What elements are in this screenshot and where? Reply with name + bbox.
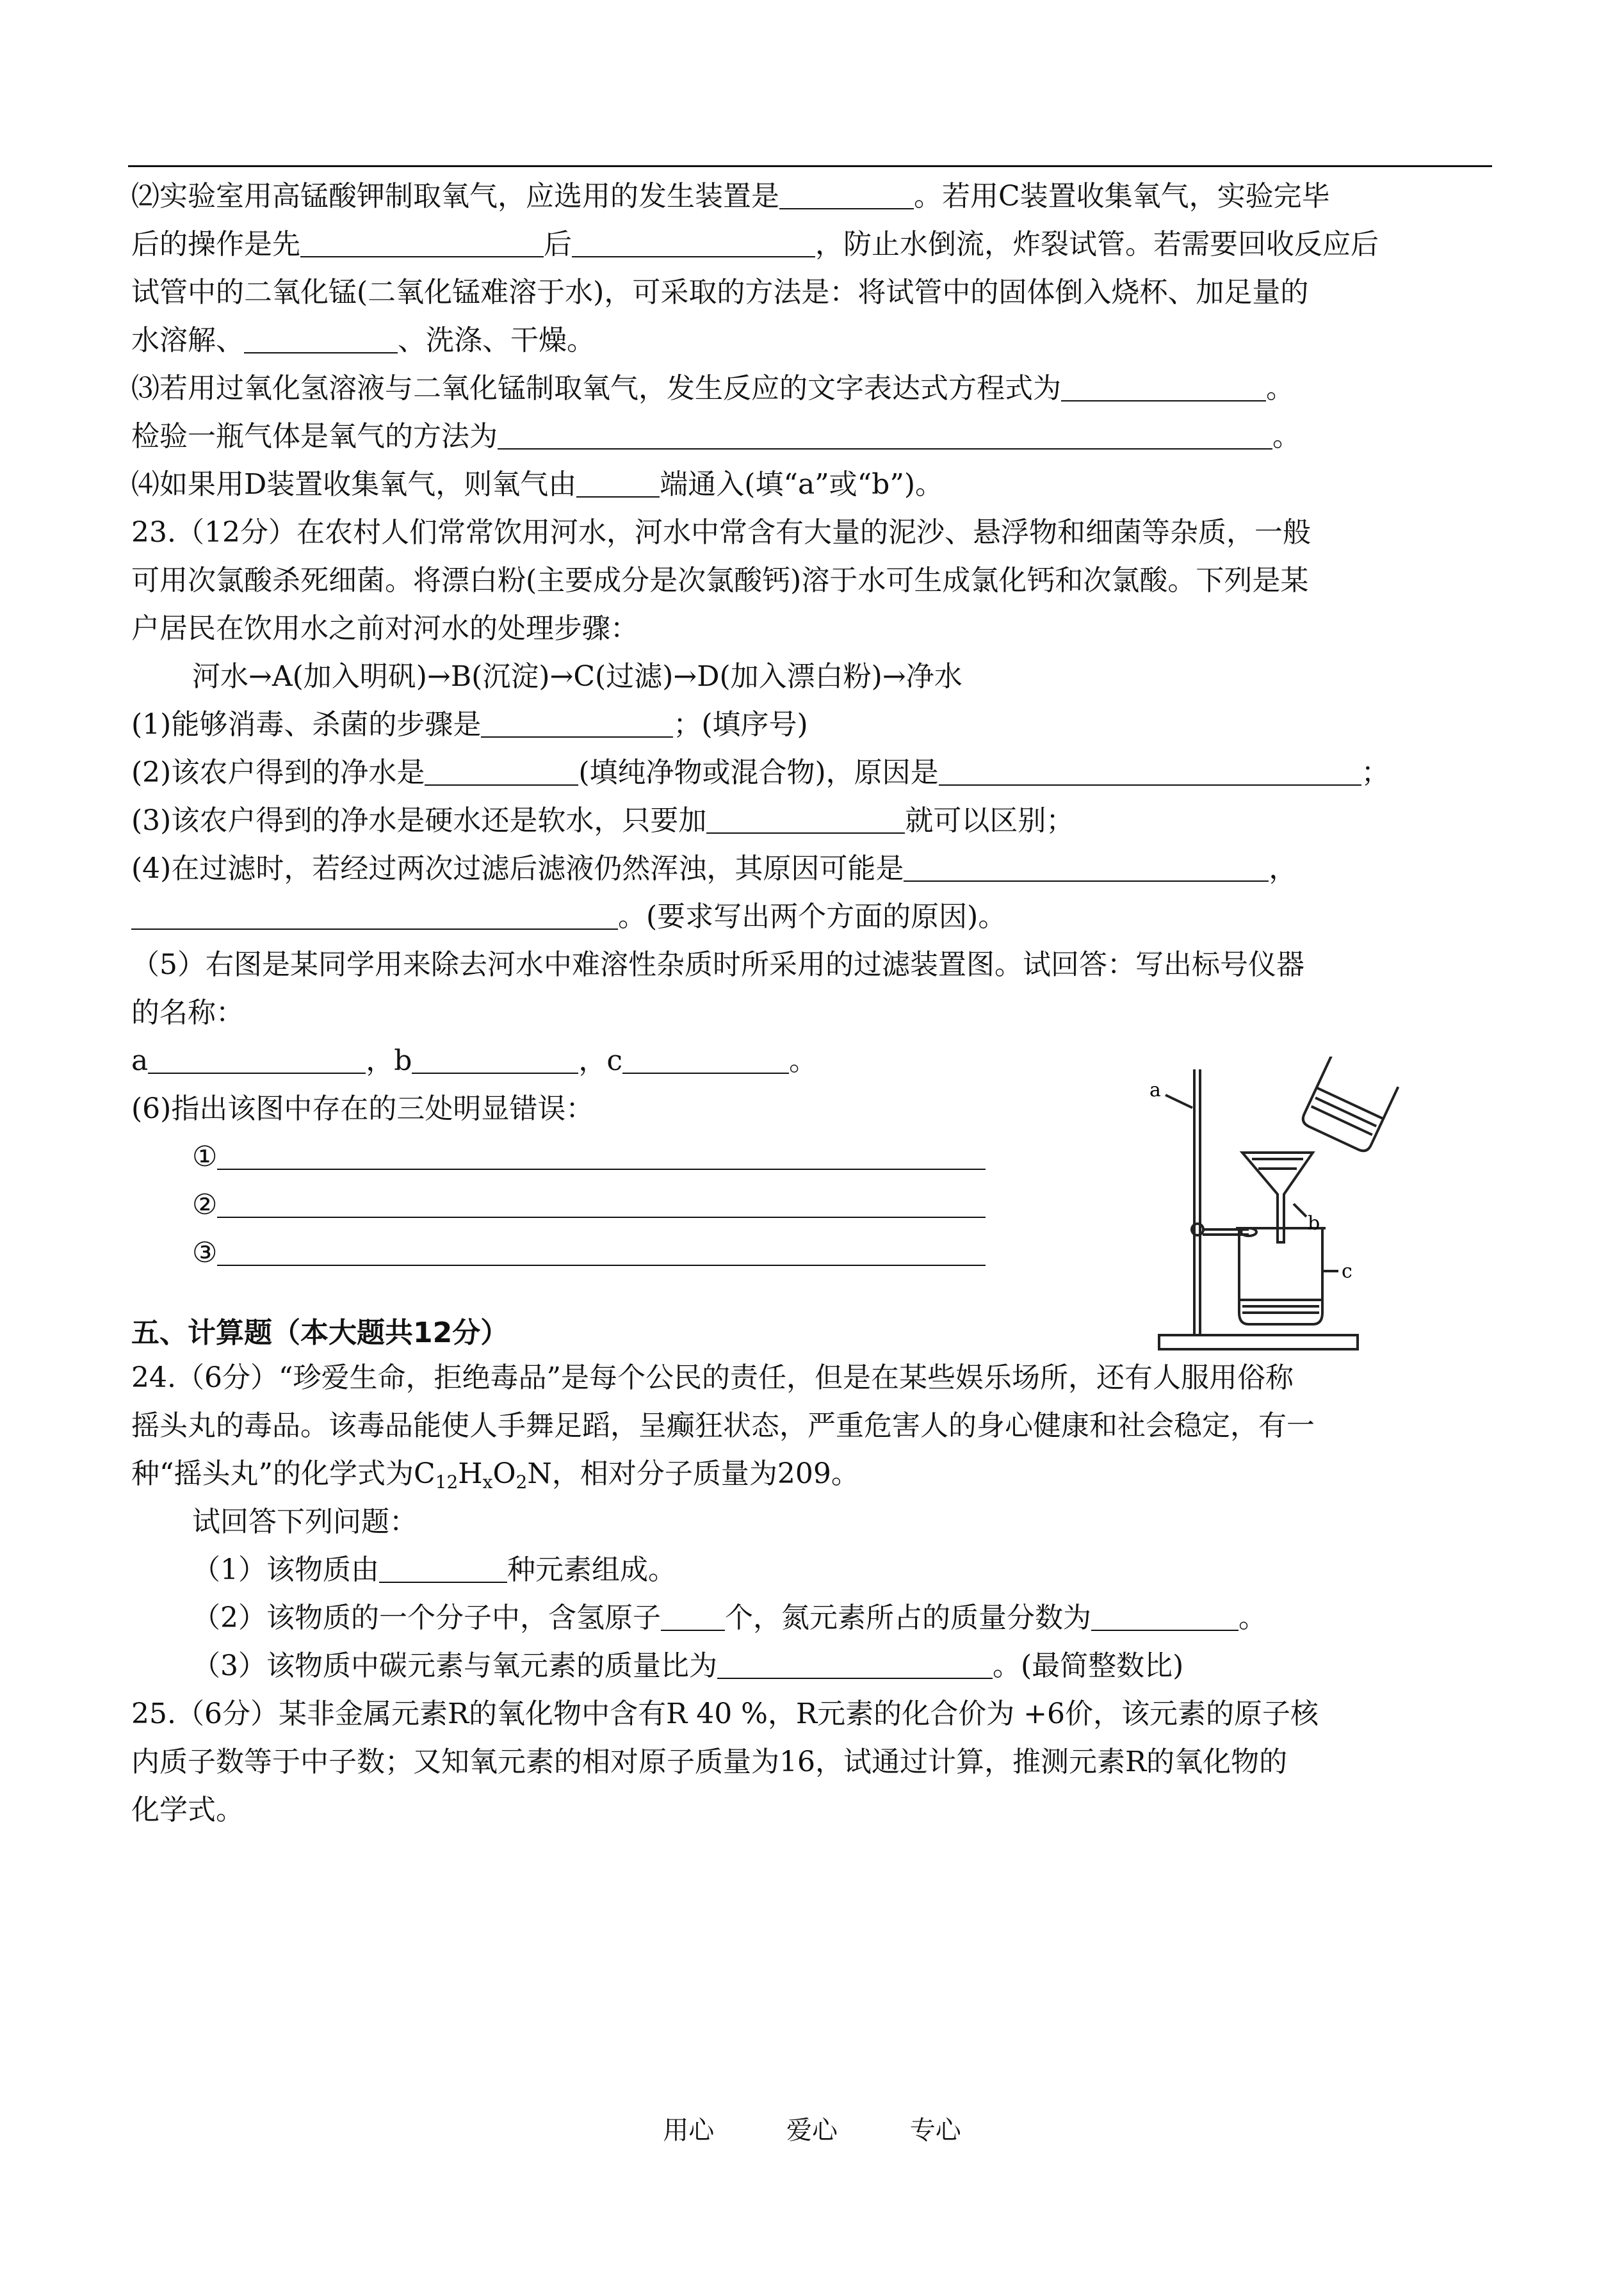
footer-word-3: 专心 [909,2116,961,2145]
page-footer [0,2110,1624,2146]
footer-word-1: 用心 [663,2116,715,2145]
answer-blank[interactable] [379,1556,507,1583]
filtration-apparatus-figure [1146,1057,1505,1358]
answer-blank[interactable] [244,327,398,353]
answer-blank[interactable] [148,1047,366,1074]
q23-mistake-2: ② [192,1191,986,1219]
answer-blank[interactable] [498,423,1272,450]
answer-blank[interactable] [706,807,905,834]
answer-blank[interactable] [904,855,1269,882]
header-rule [128,165,1492,167]
q22-part2-line3: 试管中的二氧化锰(二氧化锰难溶于水)，可采取的方法是：将试管中的固体倒入烧杯、加足量的 [131,276,1309,309]
q23-sub5-line2: 的名称： [131,996,244,1029]
answer-blank[interactable] [717,1652,993,1679]
q23-sub5-line1: （5）右图是某同学用来除去河水中难溶性杂质时所采用的过滤装置图。试回答：写出标号仪器 [131,948,1304,981]
q25-line2: 内质子数等于中子数；又知氧元素的相对原子质量为16，试通过计算，推测元素R的氧化物的 [131,1746,1288,1778]
answer-blank[interactable] [425,759,578,786]
q23-sub4-line1: (4)在过滤时，若经过两次过滤后滤液仍然浑浊，其原因可能是 ， [131,852,1297,885]
q24-sub1: （1）该物质由 种元素组成。 [192,1553,676,1586]
section-heading: 五、计算题（本大题共12分） [131,1317,509,1349]
q25-line1: 25.（6分）某非金属元素R的氧化物中含有R 40 %，R元素的化合价为 +6价，该元素的原子核 [131,1698,1319,1730]
q25-line3: 化学式。 [131,1794,244,1826]
q24-sub3: （3）该物质中碳元素与氧元素的质量比为 。(最简整数比) [192,1650,1184,1682]
answer-blank[interactable] [131,903,618,930]
q22-part3-line2: 检验一瓶气体是氧气的方法为 。 [131,420,1301,453]
q23-sub3: (3)该农户得到的净水是硬水还是软水，只要加 就可以区别； [131,804,1075,837]
q23-line3: 户居民在饮用水之前对河水的处理步骤： [131,612,638,645]
q24-line2: 摇头丸的毒品。该毒品能使人手舞足蹈，呈癫狂状态，严重危害人的身心健康和社会稳定，有一 [131,1409,1315,1442]
answer-blank[interactable] [576,471,660,498]
beaker-c [1239,1229,1322,1324]
answer-blank[interactable] [217,1191,986,1218]
footer-word-2: 爱心 [786,2116,838,2145]
answer-blank[interactable] [661,1604,725,1631]
stand-base [1159,1335,1358,1349]
q24-line1: 24.（6分）“珍爱生命，拒绝毒品”是每个公民的责任，但是在某些娱乐场所，还有人服用俗称 [131,1361,1294,1394]
answer-blank[interactable] [622,1047,789,1074]
figure-label-a: a [1149,1079,1161,1101]
q22-part4: ⑷如果用D装置收集氧气，则氧气由 端通入(填“a”或“b”)。 [131,468,943,501]
q24-line3: 种“摇头丸”的化学式为$C_{12}H_xO_2N$，相对分子质量为209。 [131,1457,859,1493]
answer-blank[interactable] [1061,375,1266,401]
q22-part2-line2: 后的操作是先 后 ，防止水倒流，炸裂试管。若需要回收反应后 [131,228,1379,261]
answer-blank[interactable] [217,1239,986,1266]
q22-part2-line4: 水溶解、 、洗涤、干燥。 [131,324,595,357]
answer-blank[interactable] [779,182,914,209]
answer-blank[interactable] [412,1047,578,1074]
answer-blank[interactable] [300,231,544,257]
answer-blank[interactable] [481,711,673,738]
q23-sub6: (6)指出该图中存在的三处明显错误： [131,1092,594,1125]
q24-intro: 试回答下列问题： [192,1505,418,1538]
q24-sub2: （2）该物质的一个分子中，含氢原子 个，氮元素所占的质量分数为 。 [192,1602,1267,1634]
answer-blank[interactable] [1091,1604,1238,1631]
q23-line1: 23.（12分）在农村人们常常饮用河水，河水中常含有大量的泥沙、悬浮物和细菌等杂质，一般 [131,516,1311,549]
q23-line2: 可用次氯酸杀死细菌。将漂白粉(主要成分是次氯酸钙)溶于水可生成氯化钙和次氯酸。下列是某 [131,564,1309,597]
answer-blank[interactable] [572,231,815,257]
q23-sub2: (2)该农户得到的净水是 (填纯净物或混合物)，原因是 ； [131,756,1390,789]
q23-mistake-1: ① [192,1143,986,1171]
q22-part2-line1: ⑵实验室用高锰酸钾制取氧气，应选用的发生装置是 。若用C装置收集氧气，实验完毕 [131,180,1330,213]
q23-sub5-blanks: a ，b ，c 。 [131,1044,818,1077]
q23-mistake-3: ③ [192,1239,986,1267]
q23-sub4-line2: 。(要求写出两个方面的原因)。 [131,903,1006,931]
q22-part3-line1: ⑶若用过氧化氢溶液与二氧化锰制取氧气，发生反应的文字表达式方程式为 。 [131,372,1294,405]
figure-label-c: c [1342,1260,1352,1283]
q23-flow: 河水→A(加入明矾)→B(沉淀)→C(过滤)→D(加入漂白粉)→净水 [192,660,962,693]
q23-sub1: (1)能够消毒、杀菌的步骤是 ；(填序号) [131,708,808,741]
answer-blank[interactable] [217,1143,986,1170]
answer-blank[interactable] [939,759,1361,786]
figure-label-b: b [1308,1212,1320,1235]
pouring-beaker [1301,1057,1399,1154]
